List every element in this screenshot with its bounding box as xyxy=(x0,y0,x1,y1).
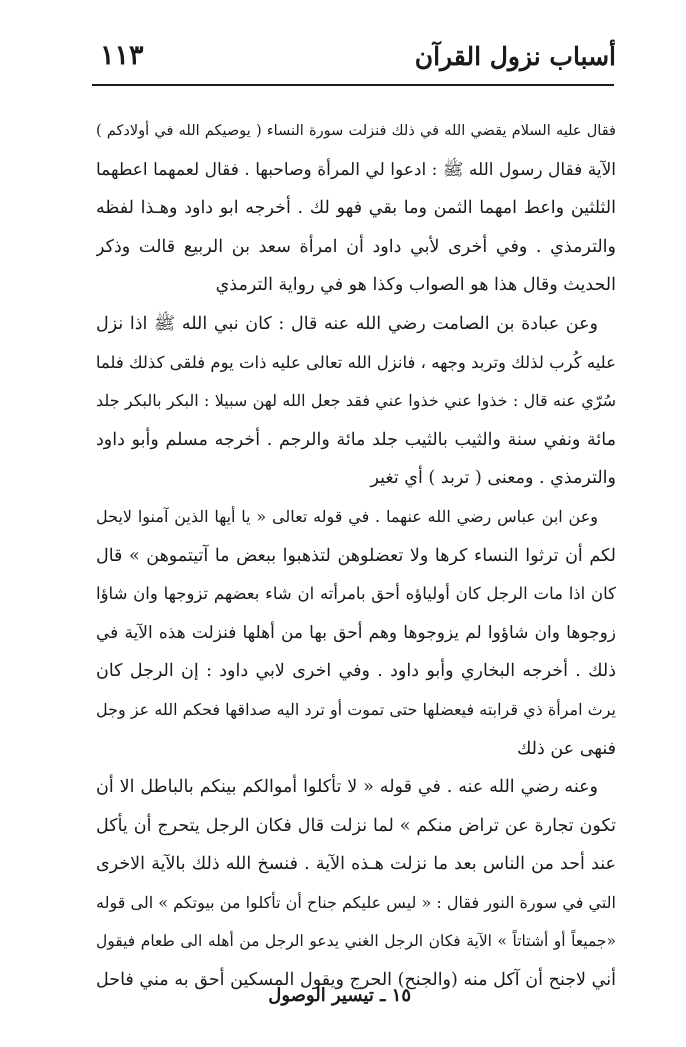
text-line: سُرّي عنه قال : خذوا عني خذوا عني فقد جعل الله لهن سبيلا : البكر بالبكر جلد xyxy=(96,391,616,411)
text-line: مائة ونفي سنة والثيب بالثيب جلد مائة والرجم . أخرجه مسلم وأبو داود xyxy=(96,429,616,450)
text-line: وعن عبادة بن الصامت رضي الله عنه قال : كان نبي الله ﷺ اذا نزل xyxy=(96,313,598,334)
text-line: لكم أن ترثوا النساء كرها ولا تعضلوهن لتذهبوا ببعض ما آتيتموهن » قال xyxy=(96,545,616,566)
text-line: كان اذا مات الرجل كان أولياؤه أحق بامرأته ان شاء بعضهم تزوجها وان شاؤا xyxy=(96,584,616,604)
text-line: عند أحد من الناس بعد ما نزلت هـذه الآية . فنسخ الله ذلك بالآية الاخرى xyxy=(96,854,616,875)
text-line: فقال عليه السلام يقضي الله في ذلك فنزلت سورة النساء ( يوصيكم الله في أولادكم ) xyxy=(96,123,616,139)
text-line: يرث امرأة ذي قرابته فيعضلها حتى تموت أو ترد اليه صداقها فحكم الله عز وجل xyxy=(96,699,616,719)
text-line: الآية فقال رسول الله ﷺ : ادعوا لي المرأة وصاحبها . فقال لعمهما اعطهما xyxy=(96,159,616,180)
text-line: وعن ابن عباس رضي الله عنهما . في قوله تعالى « يا أيها الذين آمنوا لايحل xyxy=(96,506,598,526)
text-line: تكون تجارة عن تراض منكم » لما نزلت قال فكان الرجل يتحرج أن يأكل xyxy=(96,815,616,836)
text-line: الحديث وقال هذا هو الصواب وكذا هو في رواية الترمذي xyxy=(215,275,616,296)
running-title: أسباب نزول القرآن xyxy=(414,42,616,71)
text-line: ذلك . أخرجه البخاري وأبو داود . وفي اخرى لابي داود : إن الرجل كان xyxy=(96,661,616,682)
text-line: فنهى عن ذلك xyxy=(516,738,616,759)
running-header xyxy=(100,38,616,84)
text-line: زوجوها وان شاؤوا لم يزوجوها وهم أحق بها من أهلها فنزلت هذه الآية في xyxy=(96,622,616,643)
text-line: والترمذي . وفي أخرى لأبي داود أن امرأة سعد بن الربيع قالت وذكر xyxy=(96,236,616,257)
text-line: والترمذي . ومعنى ( تربد ) أي تغير xyxy=(370,468,616,489)
page-number: ١١٣ xyxy=(100,40,144,71)
text-line: الثلثين واعط امهما الثمن وما بقي فهو لك . أخرجه ابو داود وهـذا لفظه xyxy=(96,198,616,219)
body-text xyxy=(96,112,616,1000)
printer-signature: ١٥ ـ تيسير الوصول xyxy=(268,985,411,1006)
text-line: التي في سورة النور فقال : « ليس عليكم جناح أن تأكلوا من بيوتكم » الى قوله xyxy=(96,892,616,912)
text-line: عليه كُرب لذلك وتربد وجهه ، فانزل الله تعالى عليه ذات يوم فلقى كذلك فلما xyxy=(96,352,616,372)
text-line: وعنه رضي الله عنه . في قوله « لا تأكلوا أموالكم بينكم بالباطل الا أن xyxy=(96,777,598,798)
text-line: أني لاجنح أن آكل منه (والجنح) الحرج ويقول المسكين أحق به مني فاحل xyxy=(96,970,616,991)
text-line: «جميعاً أو أشتاتاً » الآية فكان الرجل الغني يدعو الرجل من أهله الى طعام فيقول xyxy=(96,932,616,951)
header-rule xyxy=(92,84,614,86)
